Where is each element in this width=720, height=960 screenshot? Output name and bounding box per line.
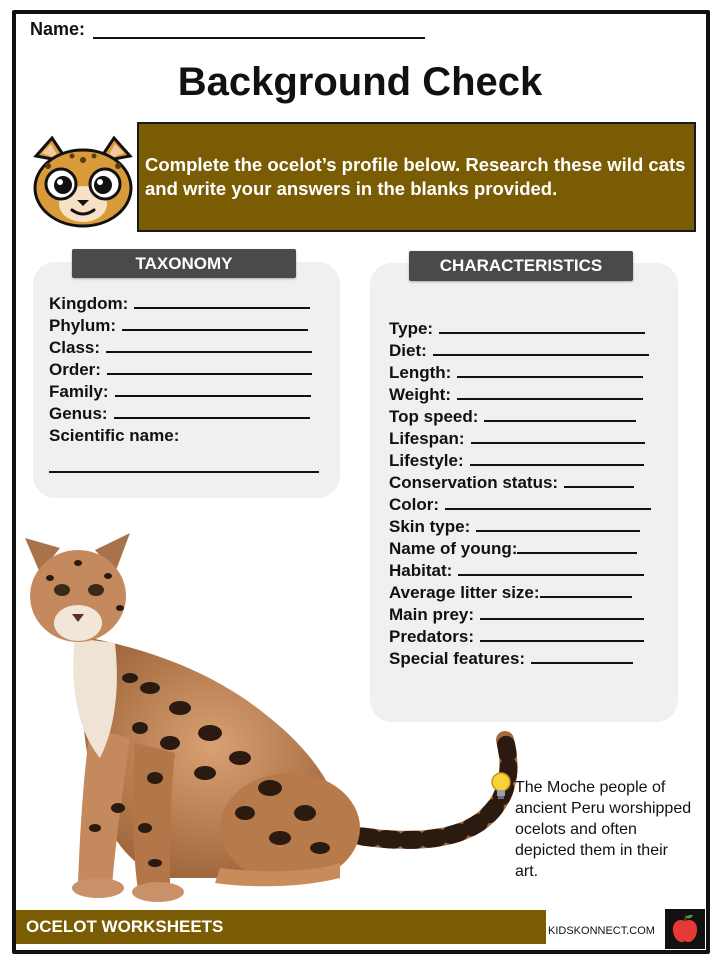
char-field-diet: [389, 340, 679, 362]
answer-blank[interactable]: [457, 384, 643, 400]
field-label: Length:: [389, 363, 452, 382]
answer-blank[interactable]: [114, 403, 310, 419]
field-label: Order:: [49, 360, 101, 379]
page-title: Background Check: [177, 60, 543, 104]
taxonomy-field-order: [49, 359, 339, 381]
taxonomy-field-phylum: [49, 315, 339, 337]
field-label: Lifestyle:: [389, 451, 464, 470]
answer-blank[interactable]: [517, 538, 637, 554]
answer-blank[interactable]: [457, 362, 643, 378]
answer-blank[interactable]: [445, 494, 651, 510]
field-label: Name of young:: [389, 539, 518, 558]
field-label: Family:: [49, 382, 109, 401]
name-field: [30, 19, 425, 40]
answer-blank[interactable]: [540, 582, 632, 598]
field-label: Phylum:: [49, 316, 117, 335]
char-field-conservation-status: [389, 472, 679, 494]
answer-blank[interactable]: [484, 406, 636, 422]
field-label: Average litter size:: [389, 583, 540, 602]
field-label: Top speed:: [389, 407, 479, 426]
taxonomy-field-class: [49, 337, 339, 359]
answer-blank[interactable]: [433, 340, 649, 356]
answer-blank[interactable]: [470, 450, 644, 466]
footer-title: OCELOT WORKSHEETS: [26, 917, 224, 936]
ocelot-illustration: [20, 528, 520, 912]
taxonomy-fields: [49, 293, 339, 473]
name-blank[interactable]: [93, 37, 425, 39]
char-field-lifespan: [389, 428, 679, 450]
char-field-color: [389, 494, 679, 516]
taxonomy-heading: TAXONOMY: [72, 249, 296, 278]
apple-icon: [665, 909, 705, 949]
answer-blank[interactable]: [107, 359, 312, 375]
field-label: Weight:: [389, 385, 452, 404]
answer-blank[interactable]: [134, 293, 310, 309]
answer-blank[interactable]: [564, 472, 634, 488]
name-label: Name:: [30, 19, 86, 39]
field-label: Skin type:: [389, 517, 471, 536]
field-label: Diet:: [389, 341, 427, 360]
ocelot-mascot-icon: [28, 136, 138, 232]
field-label: Main prey:: [389, 605, 475, 624]
field-label: Type:: [389, 319, 434, 338]
field-label: Genus:: [49, 404, 108, 423]
field-label: Lifespan:: [389, 429, 465, 448]
footer-site-link[interactable]: KIDSKONNECT.COM: [548, 925, 655, 937]
instruction-text: Complete the ocelot’s profile below. Research these wild cats and write your answers in the blanks provided.: [145, 154, 686, 199]
answer-blank[interactable]: [115, 381, 311, 397]
char-field-lifestyle: [389, 450, 679, 472]
taxonomy-field-family: [49, 381, 339, 403]
char-field-type: [389, 318, 679, 340]
field-label: Predators:: [389, 627, 475, 646]
char-field-weight: [389, 384, 679, 406]
taxonomy-field-kingdom: [49, 293, 339, 315]
field-label: Kingdom:: [49, 294, 129, 313]
fun-fact-text: The Moche people of ancient Peru worshipped ocelots and often depicted them in their art.: [515, 779, 692, 880]
characteristics-heading: CHARACTERISTICS: [409, 251, 633, 281]
scientific-name-blank[interactable]: [49, 453, 319, 473]
logo-box: [665, 909, 705, 949]
answer-blank[interactable]: [531, 648, 633, 664]
answer-blank[interactable]: [439, 318, 645, 334]
answer-blank[interactable]: [106, 337, 312, 353]
field-label: Habitat:: [389, 561, 453, 580]
answer-blank[interactable]: [471, 428, 645, 444]
field-label: Conservation status:: [389, 473, 559, 492]
char-field-top-speed: [389, 406, 679, 428]
taxonomy-field-scientific-name: [49, 425, 339, 447]
lightbulb-icon: [490, 772, 512, 800]
taxonomy-field-genus: [49, 403, 339, 425]
answer-blank[interactable]: [122, 315, 308, 331]
field-label: Color:: [389, 495, 440, 514]
field-label: Scientific name:: [49, 426, 180, 445]
field-label: Special features:: [389, 649, 526, 668]
field-label: Class:: [49, 338, 101, 357]
char-field-length: [389, 362, 679, 384]
